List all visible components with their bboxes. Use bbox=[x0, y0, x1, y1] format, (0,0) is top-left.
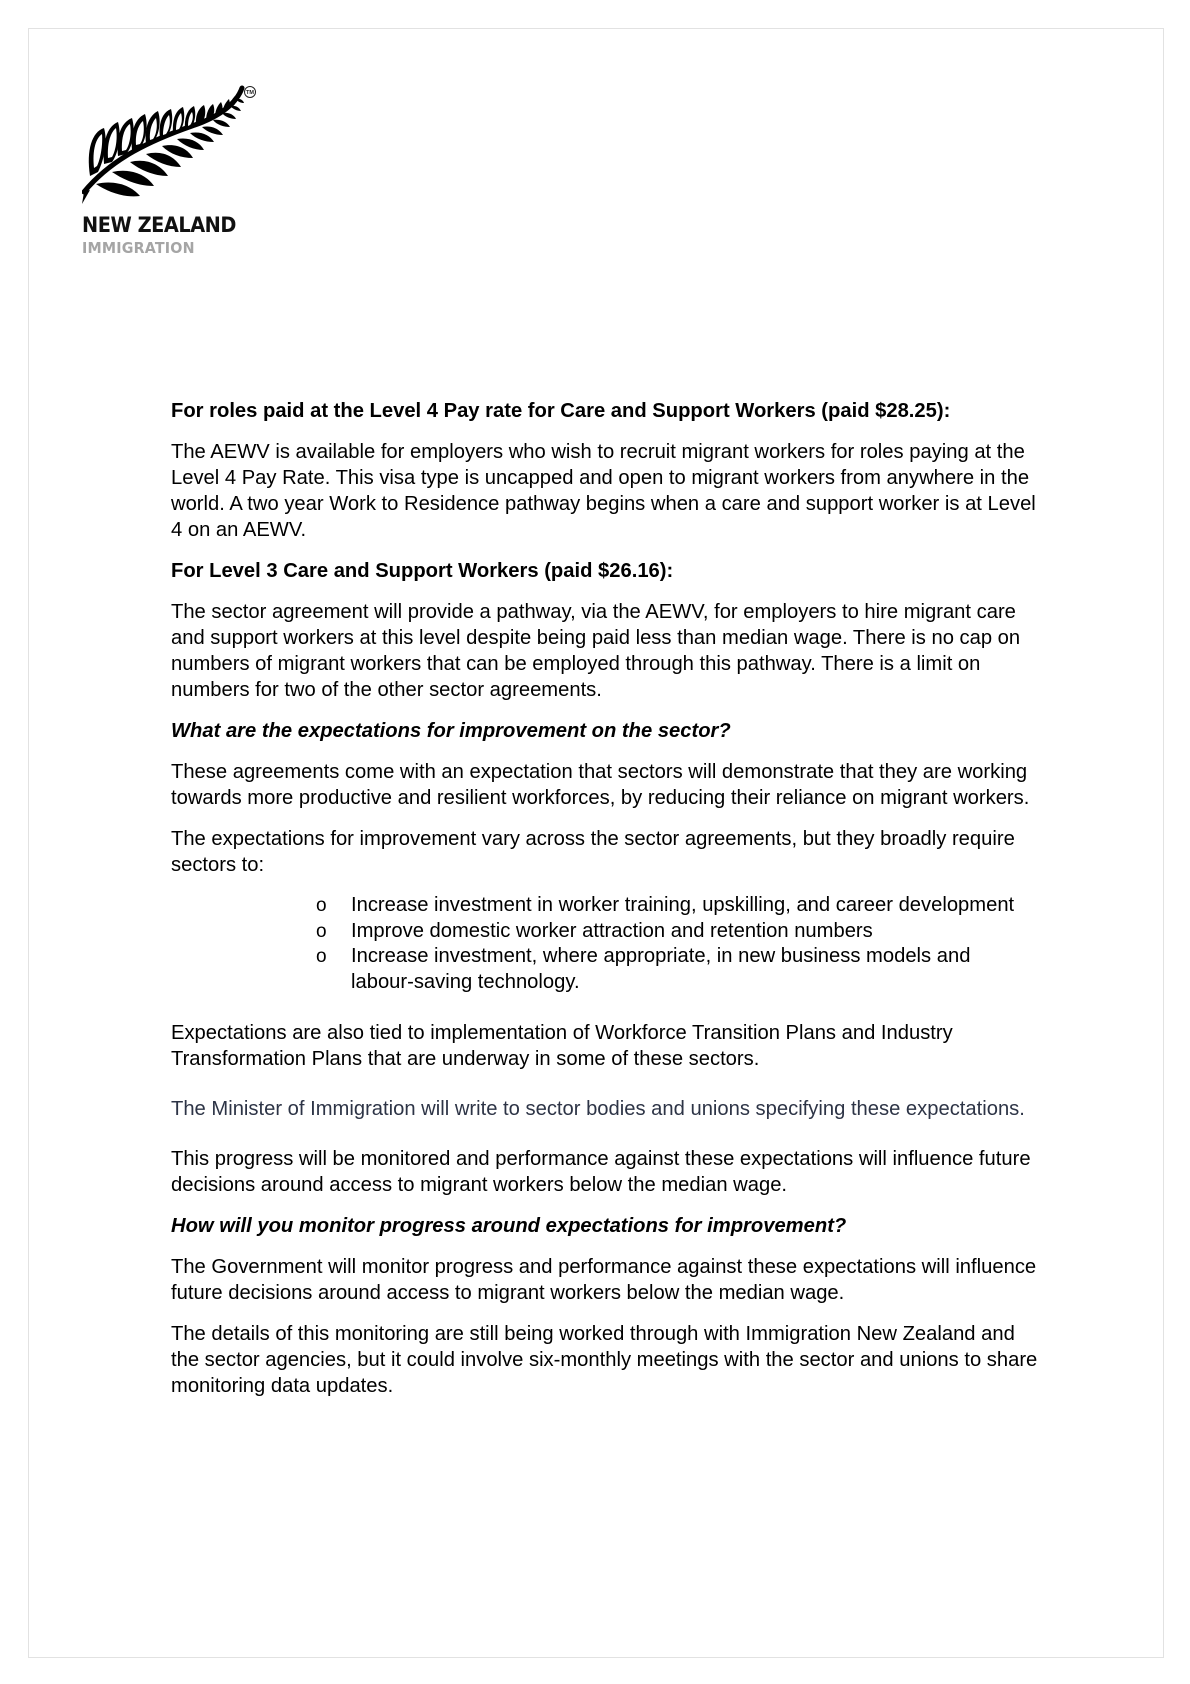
bullet-text: Increase investment in worker training, upskilling, and career development bbox=[351, 894, 1015, 916]
monitor-paragraph-1: The Government will monitor progress and performance against these expectations will influence future decisions around access to migrant workers below the median wage. bbox=[171, 1256, 1037, 1304]
logo-brand-name: NEW ZEALAND bbox=[82, 213, 236, 237]
logo-brand-subtitle: IMMIGRATION bbox=[82, 239, 195, 257]
bullet-text: Improve domestic worker attraction and retention numbers bbox=[351, 919, 873, 942]
bullet-item bbox=[316, 919, 1031, 945]
bullet-marker-icon: o bbox=[316, 920, 327, 942]
document-body bbox=[171, 398, 1041, 1414]
progress-paragraph: This progress will be monitored and performance against these expectations will influence future decisions around access to migrant workers below the median wage. bbox=[171, 1148, 1031, 1196]
expectations-paragraph-1: These agreements come with an expectation that sectors will demonstrate that they are working towards more productive and resilient workforces, by reducing their reliance on migrant workers. bbox=[171, 761, 1030, 809]
trademark-icon: TM bbox=[244, 86, 256, 98]
expectations-paragraph-3: Expectations are also tied to implementation of Workforce Transition Plans and Industry Transformation Plans that are underway in some of these sectors. bbox=[171, 1022, 953, 1070]
monitor-paragraph-2: The details of this monitoring are still being worked through with Immigration New Zealand and the sector agencies, but it could involve six-monthly meetings with the sector and unions to share monitoring data updates. bbox=[171, 1323, 1038, 1397]
level3-paragraph: The sector agreement will provide a pathway, via the AEWV, for employers to hire migrant care and support workers at this level despite being paid less than median wage. There is no cap on numbers of migrant workers that can be employed through this pathway. There is a limit on numbers for two of the other sector agreements. bbox=[171, 601, 1021, 701]
bullet-marker-icon: o bbox=[316, 946, 327, 967]
level4-paragraph: The AEWV is available for employers who wish to recruit migrant workers for roles paying at the Level 4 Pay Rate. This visa type is uncapped and open to migrant workers from anywhere in the world. A two year Work to Residence pathway begins when a care and support worker is at Level 4 on an AEWV. bbox=[171, 441, 1036, 541]
bullet-item bbox=[316, 944, 1031, 995]
monitor-heading: How will you monitor progress around expectations for improvement? bbox=[171, 1215, 847, 1237]
bullet-item bbox=[316, 893, 1031, 919]
expectations-heading: What are the expectations for improvement on the sector? bbox=[171, 720, 731, 742]
level3-heading: For Level 3 Care and Support Workers (paid $26.16): bbox=[171, 560, 674, 582]
silver-fern-icon bbox=[82, 80, 262, 210]
expectations-paragraph-2: The expectations for improvement vary across the sector agreements, but they broadly require sectors to: bbox=[171, 828, 1015, 876]
expectations-bullet-list bbox=[171, 893, 1041, 995]
nz-immigration-logo bbox=[82, 80, 262, 260]
level4-heading: For roles paid at the Level 4 Pay rate for Care and Support Workers (paid $28.25): bbox=[171, 400, 951, 422]
bullet-marker-icon: o bbox=[316, 895, 327, 916]
bullet-text: Increase investment, where appropriate, in new business models and labour-saving technology. bbox=[351, 945, 971, 993]
minister-paragraph: The Minister of Immigration will write to sector bodies and unions specifying these expectations. bbox=[171, 1098, 1025, 1120]
